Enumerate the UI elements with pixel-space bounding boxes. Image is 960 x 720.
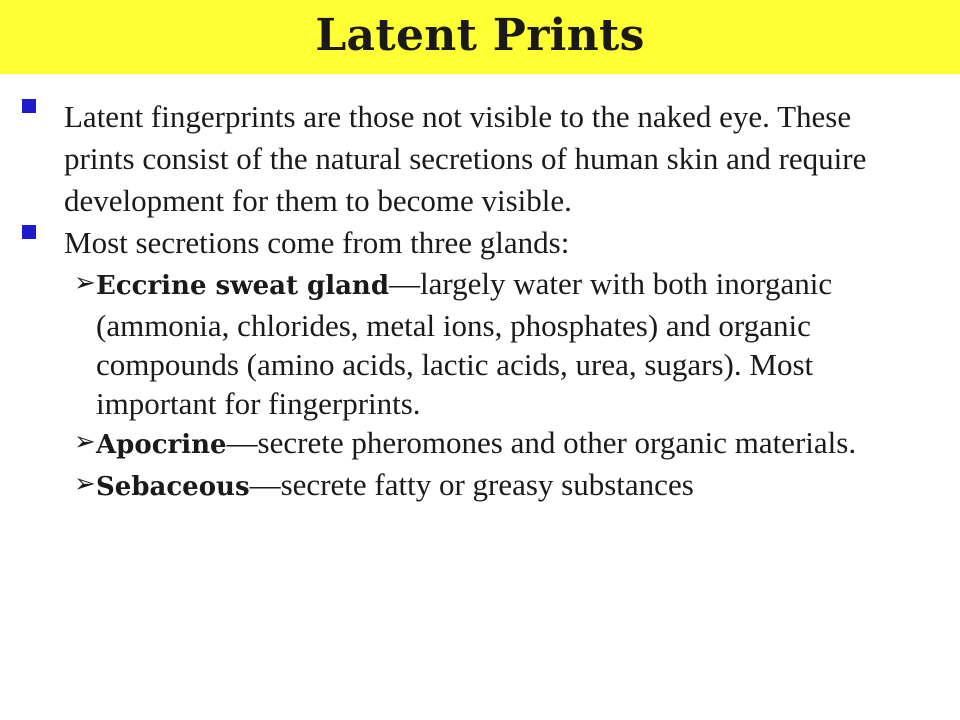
sub-bullet-text: secrete pheromones and other organic materials. bbox=[257, 425, 857, 460]
sub-bullet-text: largely water with both inorganic (ammonia, chlorides, metal ions, phosphates) and organic compounds (amino acids, lactic acids, urea, sugars). Most important for fingerprints. bbox=[96, 266, 833, 421]
sub-bullet-term: Sebaceous bbox=[96, 472, 250, 502]
bullet-text: Most secretions come from three glands: bbox=[64, 225, 570, 260]
sub-bullet-text: secrete fatty or greasy substances bbox=[280, 467, 694, 502]
sub-bullet-term: Apocrine bbox=[96, 430, 227, 460]
arrow-bullet-icon: ➢ bbox=[74, 469, 96, 499]
slide-content bbox=[0, 96, 960, 507]
sub-bullet-term: Eccrine sweat gland bbox=[96, 271, 390, 301]
sub-bullet-separator: — bbox=[249, 467, 281, 502]
bullet-item bbox=[0, 96, 960, 222]
sub-bullet-separator: — bbox=[389, 266, 421, 301]
sub-bullet-item bbox=[0, 423, 960, 465]
bullet-text: Latent fingerprints are those not visible to the naked eye. These prints consist of the natural secretions of human skin and require development for them to become visible. bbox=[64, 99, 867, 218]
sub-bullet-item bbox=[0, 465, 960, 507]
slide-title: Latent Prints bbox=[315, 10, 645, 61]
sub-bullet-item bbox=[0, 264, 960, 423]
arrow-bullet-icon: ➢ bbox=[74, 268, 96, 298]
bullet-item bbox=[0, 222, 960, 264]
arrow-bullet-icon: ➢ bbox=[74, 427, 96, 457]
sub-bullet-separator: — bbox=[226, 425, 258, 460]
square-bullet-icon bbox=[22, 225, 36, 239]
square-bullet-icon bbox=[22, 99, 36, 113]
